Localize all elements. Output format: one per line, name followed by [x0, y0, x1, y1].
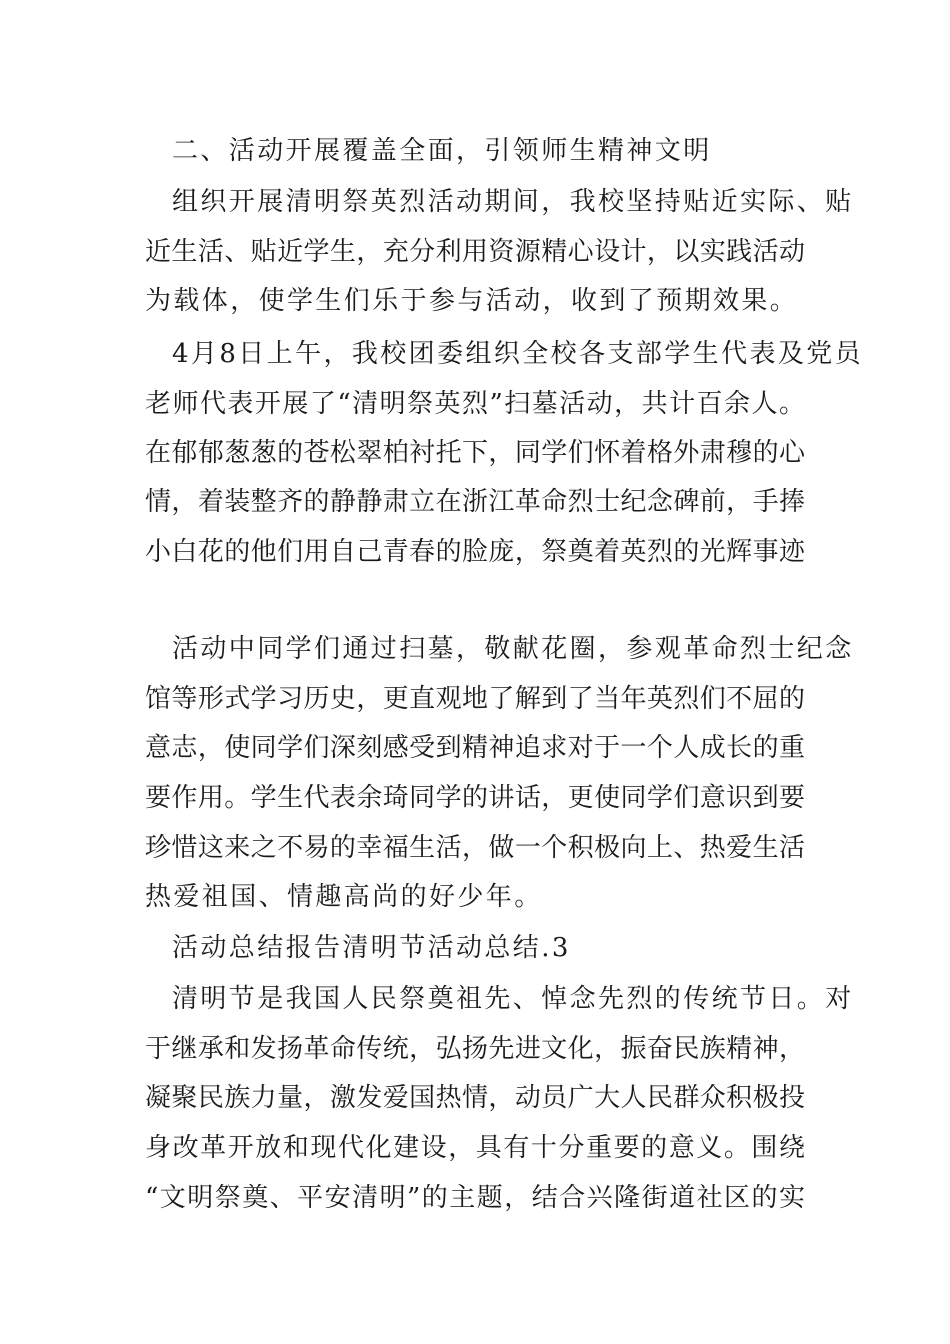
text-line: 组织开展清明祭英烈活动期间，我校坚持贴近实际、贴 — [172, 187, 854, 217]
section-heading: 活动总结报告清明节活动总结.3 — [172, 933, 571, 963]
text-line: 清明节是我国人民祭奠祖先、悼念先烈的传统节日。对 — [172, 984, 854, 1014]
text-line: 在郁郁葱葱的苍松翠柏衬托下，同学们怀着格外肃穆的心 — [145, 438, 805, 468]
text-line: 珍惜这来之不易的幸福生活，做一个积极向上、热爱生活 — [145, 833, 805, 863]
text-line: 近生活、贴近学生，充分利用资源精心设计，以实践活动 — [145, 237, 805, 267]
text-line: 小白花的他们用自己青春的脸庞，祭奠着英烈的光辉事迹 — [145, 537, 805, 567]
text-line: 要作用。学生代表余琦同学的讲话，更使同学们意识到要 — [145, 783, 805, 813]
text-line: 4月8日上午，我校团委组织全校各支部学生代表及党员 — [172, 339, 864, 369]
text-line: “文明祭奠、平安清明”的主题，结合兴隆街道社区的实 — [145, 1183, 805, 1213]
text-line: 凝聚民族力量，激发爱国热情，动员广大人民群众积极投 — [145, 1083, 805, 1113]
text-line: 为载体，使学生们乐于参与活动，收到了预期效果。 — [145, 286, 799, 316]
section-heading: 二、活动开展覆盖全面，引领师生精神文明 — [172, 136, 712, 166]
text-line: 意志，使同学们深刻感受到精神追求对于一个人成长的重 — [145, 733, 805, 763]
text-line: 馆等形式学习历史，更直观地了解到了当年英烈们不屈的 — [145, 684, 805, 714]
text-line: 情，着装整齐的静静肃立在浙江革命烈士纪念碑前，手捧 — [145, 487, 805, 517]
text-line: 于继承和发扬革命传统，弘扬先进文化，振奋民族精神， — [145, 1034, 805, 1064]
text-line: 热爱祖国、情趣高尚的好少年。 — [145, 882, 543, 912]
text-line: 身改革开放和现代化建设，具有十分重要的意义。围绕 — [145, 1133, 805, 1163]
text-line: 老师代表开展了“清明祭英烈”扫墓活动，共计百余人。 — [145, 389, 805, 419]
text-line: 活动中同学们通过扫墓，敬献花圈，参观革命烈士纪念 — [172, 634, 854, 664]
